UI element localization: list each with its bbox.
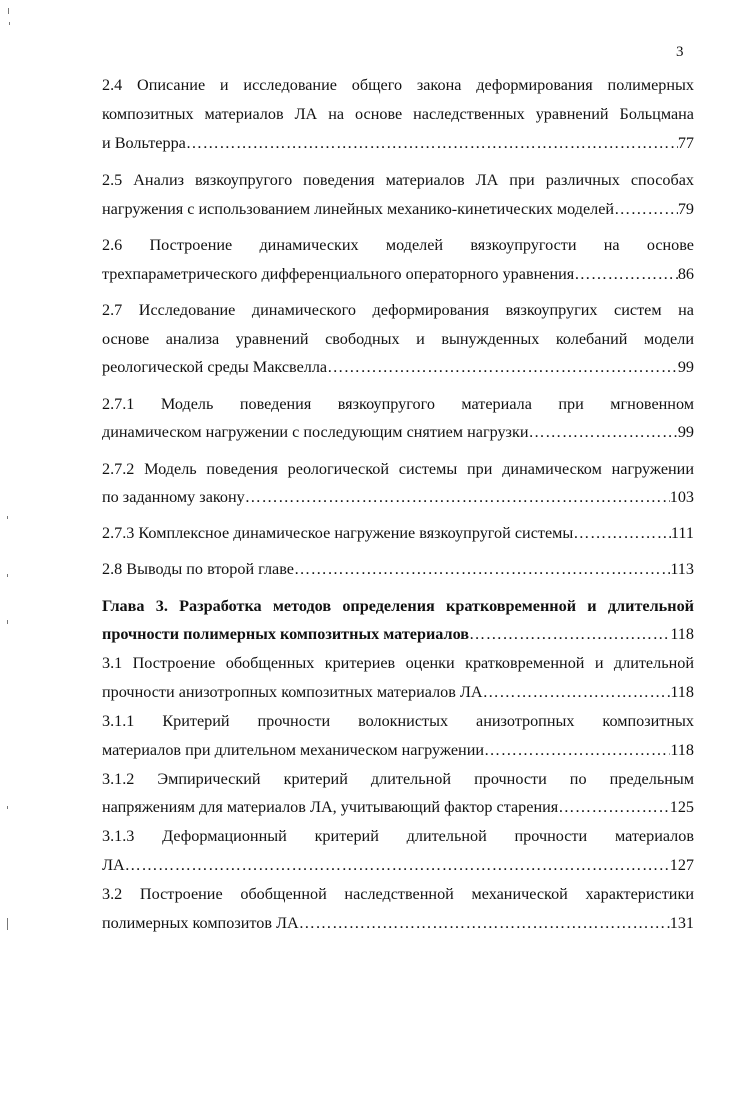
toc-page: 86 — [677, 265, 694, 283]
toc-page: 127 — [669, 856, 694, 874]
toc-line: основе анализа уравнений свободных и вынужденных колебаний модели — [102, 330, 694, 348]
toc-entry-last-line[interactable]: по заданному закону ………………………………………………………………………………………………………………………………………………………………………… 103 — [102, 487, 694, 507]
toc-line: 3.1.3 Деформационный критерий длительной прочности материалов — [102, 827, 694, 845]
toc-line: 2.7.2 Модель поведения реологической системы при динамическом нагружении — [102, 460, 694, 478]
scan-mark — [7, 806, 8, 809]
scan-mark — [7, 574, 8, 577]
toc-entry-last-line[interactable]: прочности анизотропных композитных материалов ЛА ………………………………………………………………………………………………………………………………………………………………………… 118 — [102, 682, 694, 702]
toc-entry-last-line[interactable]: прочности полимерных композитных материалов ………………………………………………………………………………………………………………………………………………………………………… 118 — [102, 624, 694, 644]
toc-page: 103 — [669, 488, 694, 506]
toc-line: 3.2 Построение обобщенной наследственной механической характеристики — [102, 885, 694, 903]
toc-line: 3.1.2 Эмпирический критерий длительной прочности по предельным — [102, 770, 694, 788]
toc-entry-last-line[interactable]: полимерных композитов ЛА ………………………………………………………………………………………………………………………………………………………………………… 131 — [102, 913, 694, 933]
toc-entry-last-line[interactable]: и Вольтерра ………………………………………………………………………………………………………………………………………………………………………… 77 — [102, 133, 694, 153]
toc-entry-last-line[interactable]: нагружения с использованием линейных механико-кинетических моделей ………………………………………………………………………………………………………………………………………………………………………… 79 — [102, 199, 694, 219]
leader-dots — [469, 624, 670, 644]
toc-entry-last-line[interactable]: трехпараметрического дифференциального операторного уравнения ………………………………………………………………………………………………………………………………………………………………………… 86 — [102, 264, 694, 284]
toc-page: 77 — [677, 134, 694, 152]
scan-mark — [8, 8, 9, 14]
toc-entry-last-line[interactable]: динамическом нагружении с последующим снятием нагрузки ………………………………………………………………………………………………………………………………………………………………………… 99 — [102, 422, 694, 442]
leader-dots — [327, 357, 678, 377]
leader-dots — [528, 422, 677, 442]
toc-page: 118 — [670, 625, 694, 643]
toc-entry-last-line[interactable]: 2.7.3 Комплексное динамическое нагружение вязкоупругой системы ………………………………………………………………………………………………………………………………………………………………………… 111 — [102, 523, 694, 543]
leader-dots — [125, 855, 670, 875]
leader-dots — [484, 740, 670, 760]
toc-page: 131 — [669, 914, 694, 932]
leader-dots — [574, 264, 678, 284]
leader-dots — [573, 523, 671, 543]
toc-line: 3.1 Построение обобщенных критериев оценки кратковременной и длительной — [102, 654, 694, 672]
leader-dots — [614, 199, 678, 219]
toc-page: 99 — [677, 358, 694, 376]
toc-line: 2.7.1 Модель поведения вязкоупругого материала при мгновенном — [102, 395, 694, 413]
leader-dots — [558, 797, 669, 817]
toc-line: 2.6 Построение динамических моделей вязкоупругости на основе — [102, 236, 694, 254]
leader-dots — [294, 559, 670, 579]
chapter-heading: Глава 3. Разработка методов определения кратковременной и длительной — [102, 597, 694, 615]
toc-line: 2.4 Описание и исследование общего закона деформирования полимерных — [102, 76, 694, 94]
leader-dots — [299, 913, 670, 933]
leader-dots — [483, 682, 671, 702]
toc-page: 111 — [670, 524, 694, 542]
leader-dots — [186, 133, 678, 153]
scan-mark — [7, 516, 8, 519]
toc-page: 79 — [677, 200, 694, 218]
toc-entry-last-line[interactable]: ЛА ………………………………………………………………………………………………………………………………………………………………………… 127 — [102, 855, 694, 875]
toc-page: 99 — [677, 423, 694, 441]
page-number: 3 — [676, 44, 684, 60]
toc-entry-last-line[interactable]: реологической среды Максвелла ………………………………………………………………………………………………………………………………………………………………………… 99 — [102, 357, 694, 377]
toc-page: 125 — [669, 798, 694, 816]
toc-entry-last-line[interactable]: напряжениям для материалов ЛА, учитывающий фактор старения ………………………………………………………………………………………………………………………………………………………………………… 125 — [102, 797, 694, 817]
leader-dots — [245, 487, 670, 507]
toc-page: 118 — [670, 683, 694, 701]
scan-mark — [7, 620, 8, 624]
toc-line: композитных материалов ЛА на основе наследственных уравнений Больцмана — [102, 105, 694, 123]
toc-entry-last-line[interactable]: 2.8 Выводы по второй главе ………………………………………………………………………………………………………………………………………………………………………… 113 — [102, 559, 694, 579]
toc-line: 2.7 Исследование динамического деформирования вязкоупругих систем на — [102, 301, 694, 319]
toc-page: 118 — [670, 741, 694, 759]
toc-page: 113 — [670, 560, 694, 578]
scan-mark — [9, 22, 10, 25]
toc-line: 3.1.1 Критерий прочности волокнистых анизотропных композитных — [102, 712, 694, 730]
scan-mark — [7, 918, 8, 930]
toc-entry-last-line[interactable]: материалов при длительном механическом нагружении ………………………………………………………………………………………………………………………………………………………………………… 118 — [102, 740, 694, 760]
toc-line: 2.5 Анализ вязкоупругого поведения материалов ЛА при различных способах — [102, 171, 694, 189]
